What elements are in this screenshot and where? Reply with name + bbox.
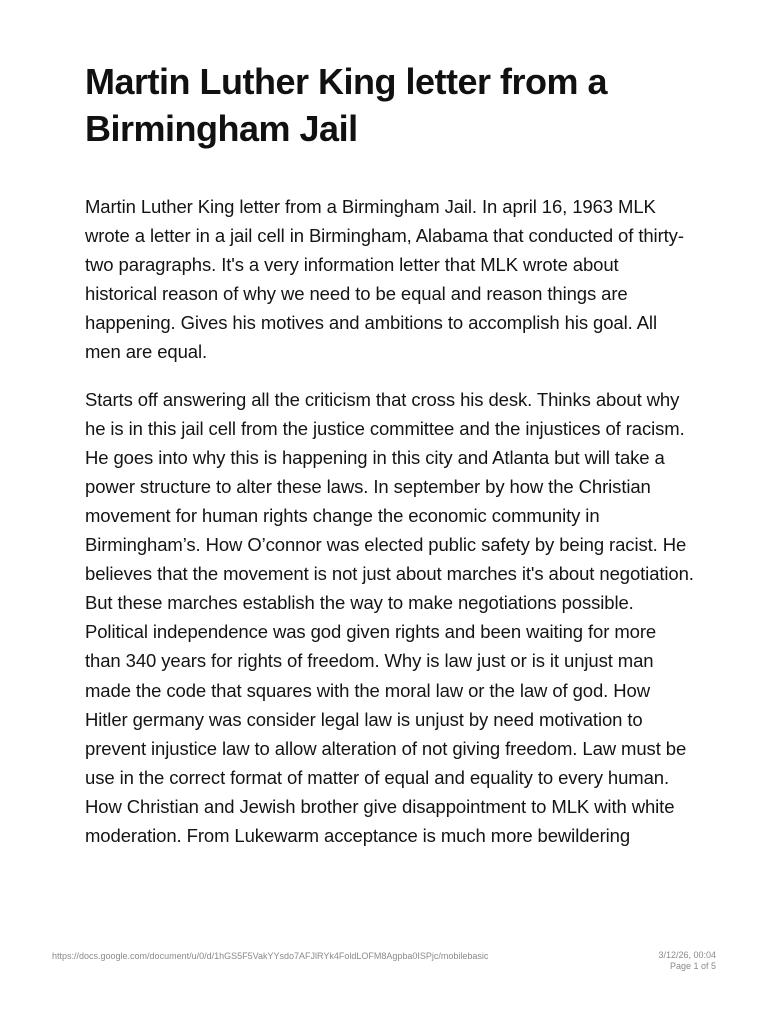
page-number: Page 1 of 5 (669, 961, 716, 971)
paragraph-1: Martin Luther King letter from a Birmingham Jail. In april 16, 1963 MLK wrote a letter in a jail cell in Birmingham, Alabama that conducted of thirty-two paragraphs. It's a very information letter that MLK wrote about historical reason of why we need to be equal and reason things are happening. Gives his motives and ambitions to accomplish his goal. All men are equal. (85, 196, 684, 363)
footer-meta (658, 950, 716, 972)
paragraph-2: Starts off answering all the criticism that cross his desk. Thinks about why he is in this jail cell from the justice committee and the injustices of racism. He goes into why this is happening in this city and Atlanta but will take a power structure to alter these laws. In september by how the Christian movement for human rights change the economic community in Birmingham’s. How O’connor was elected public safety by being racist. He believes that the movement is not just about marches it's about negotiation. But these marches establish the way to make negotiations possible. Political independence was god given rights and been waiting for more than 340 years for rights of freedom. Why is law just or is it unjust man made the code that squares with the moral law or the law of god. How Hitler germany was consider legal law is unjust by need motivation to prevent injustice law to allow alteration of not giving freedom. Law must be use in the correct format of matter of equal and equality to every human. How Christian and Jewish brother give disappointment to MLK with white moderation. From Lukewarm acceptance is much more bewildering (85, 388, 694, 846)
print-timestamp: 3/12/26, 00:04 (658, 950, 716, 960)
document-body (85, 192, 695, 868)
document-title: Martin Luther King letter from a Birmingham Jail (85, 61, 608, 149)
footer-url: https://docs.google.com/document/u/0/d/1hGS5F5VakYYsdo7AFJlRYk4FoldLOFM8Agpba0ISPjc/mobilebasic (52, 951, 489, 961)
